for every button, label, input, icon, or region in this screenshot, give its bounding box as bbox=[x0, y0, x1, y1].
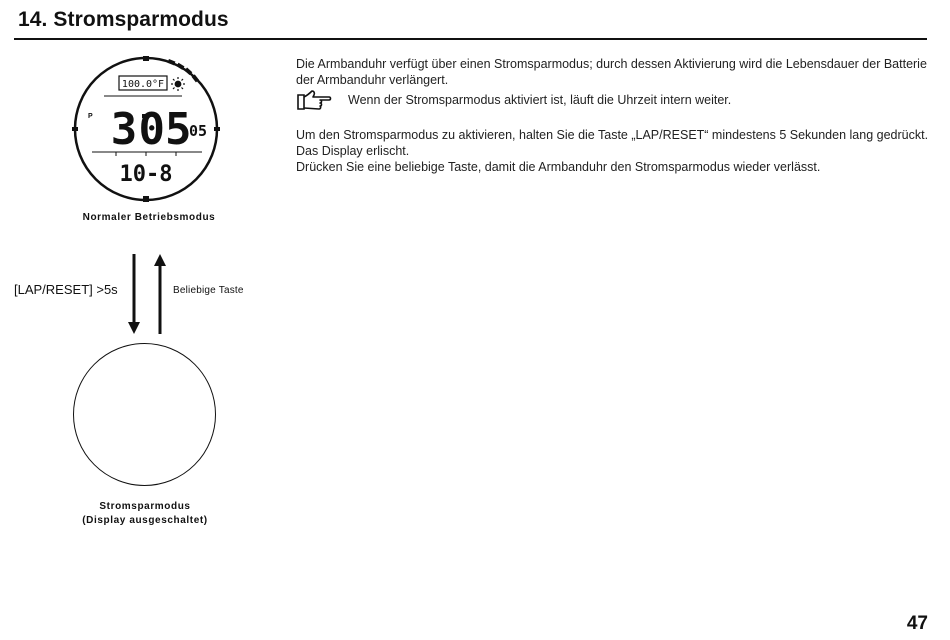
heading-rule bbox=[14, 38, 927, 40]
normal-mode-caption: Normaler Betriebsmodus bbox=[82, 212, 216, 223]
standby-caption-line2: (Display ausgeschaltet) bbox=[82, 515, 208, 526]
activate-paragraph: Um den Stromsparmodus zu aktivieren, halten Sie die Taste „LAP/RESET“ mindestens 5 Sekunden lang gedrückt. Das Display erlischt. bbox=[296, 128, 929, 158]
page-number: 47 bbox=[906, 613, 928, 634]
watch-standby-illustration bbox=[73, 343, 216, 486]
watch-hours: 3 bbox=[110, 104, 138, 155]
watch-date: 10-8 bbox=[119, 162, 173, 187]
watch-temperature: 100.0°F bbox=[121, 79, 165, 90]
watch-normal-mode-illustration bbox=[66, 52, 232, 206]
pointing-hand-icon bbox=[296, 89, 332, 111]
watch-seconds: 05 bbox=[188, 122, 208, 140]
arrow-up-icon bbox=[154, 254, 166, 334]
standby-mode-caption bbox=[40, 500, 250, 528]
note bbox=[296, 92, 931, 111]
any-button-label: Beliebige Taste bbox=[173, 285, 244, 296]
intro-paragraph: Die Armbanduhr verfügt über einen Stromsparmodus; durch dessen Aktivierung wird die Lebensdauer der Batterie der Armbanduhr verlängert. bbox=[296, 57, 927, 87]
lap-reset-label: [LAP/RESET] >5s bbox=[14, 282, 118, 297]
note-text: Wenn der Stromsparmodus aktiviert ist, läuft die Uhrzeit intern weiter. bbox=[348, 93, 732, 107]
watch-pm-indicator: P bbox=[88, 113, 93, 120]
watch-minutes: 05 bbox=[138, 104, 192, 155]
exit-paragraph: Drücken Sie eine beliebige Taste, damit die Armbanduhr den Stromsparmodus wieder verlässt. bbox=[296, 160, 821, 174]
standby-caption-line1: Stromsparmodus bbox=[99, 501, 191, 512]
body-text bbox=[296, 56, 931, 175]
arrow-down-icon bbox=[128, 254, 140, 334]
section-heading: 14. Stromsparmodus bbox=[18, 8, 229, 31]
mode-transition-arrows bbox=[120, 250, 170, 340]
